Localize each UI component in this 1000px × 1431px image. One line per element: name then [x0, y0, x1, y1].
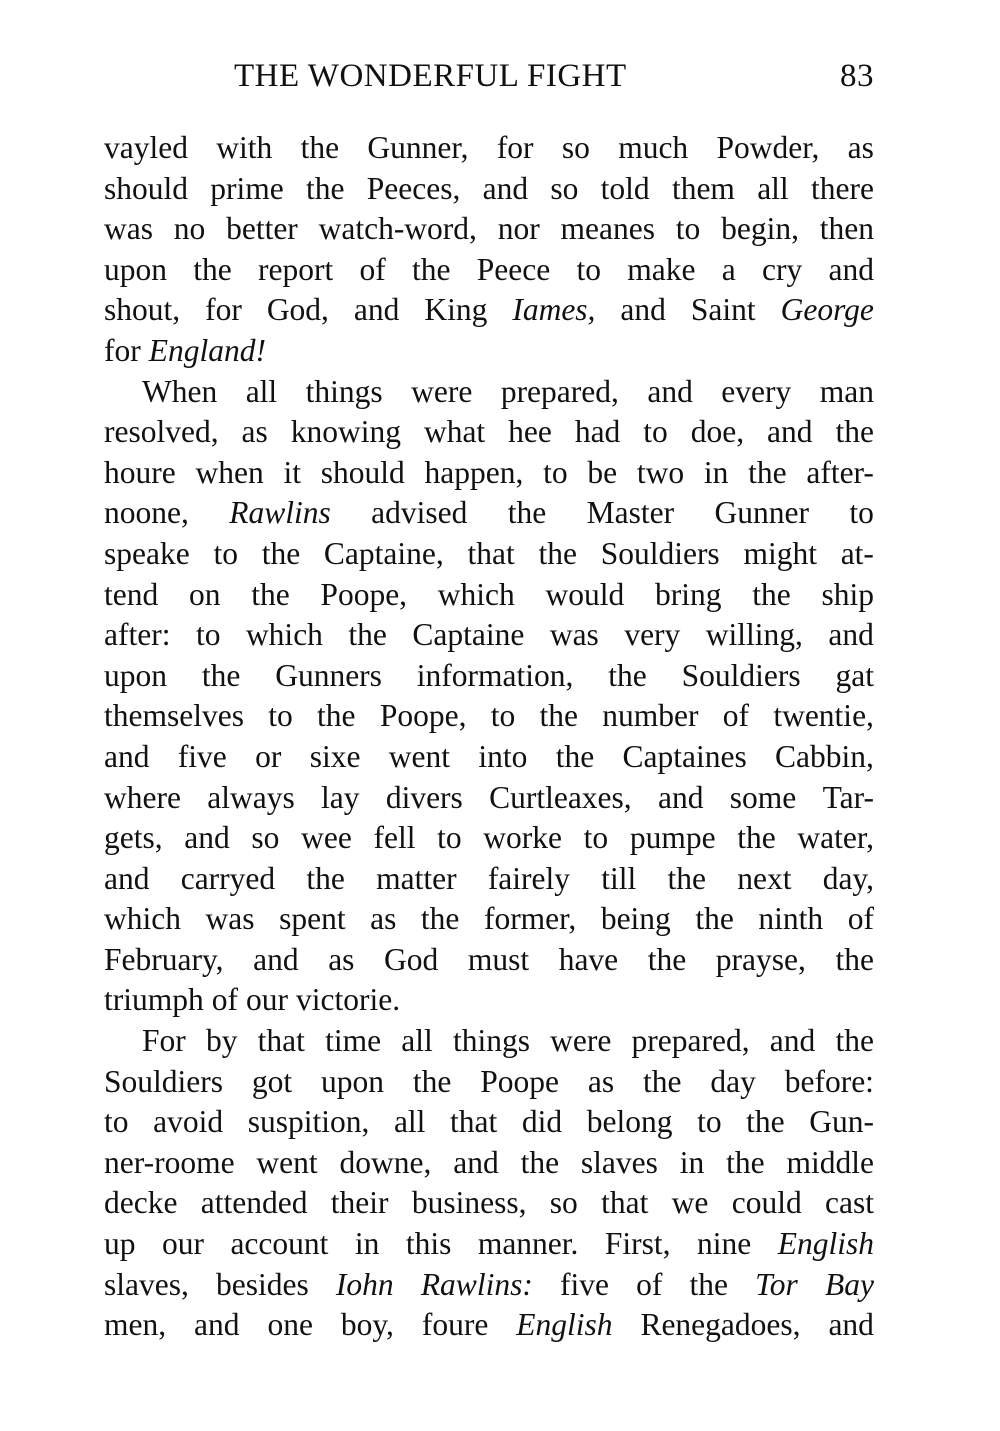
- text-line: [104, 412, 874, 453]
- word: the: [726, 1144, 765, 1180]
- text-line: [104, 250, 874, 291]
- text-line: [104, 1102, 874, 1143]
- text-line: [104, 1062, 874, 1103]
- word: business,: [411, 1185, 527, 1221]
- word: watch-word,: [318, 211, 477, 247]
- word: to: [268, 698, 293, 734]
- word: to: [583, 820, 609, 856]
- word: When: [142, 373, 218, 409]
- word: that: [601, 1185, 649, 1221]
- word: the: [835, 941, 874, 977]
- word: Souldiers: [600, 535, 720, 571]
- word: doe,: [690, 414, 745, 450]
- word: at-: [840, 535, 874, 571]
- word: Saint: [690, 292, 756, 328]
- word: to: [697, 1104, 722, 1140]
- word: all: [393, 1104, 426, 1140]
- word: this: [405, 1226, 452, 1262]
- word: things: [305, 373, 383, 409]
- word: to: [213, 535, 238, 571]
- word: to: [543, 454, 568, 490]
- word: speake: [104, 535, 190, 571]
- word: willing,: [705, 617, 803, 653]
- word: cast: [825, 1185, 874, 1221]
- word: before:: [784, 1063, 874, 1099]
- word: had: [574, 414, 621, 450]
- word: which: [245, 617, 323, 653]
- word: cry: [762, 251, 803, 287]
- word: Powder,: [716, 130, 820, 165]
- text-line: [104, 696, 874, 737]
- word: gat: [835, 657, 874, 693]
- word: ner-roome: [104, 1144, 235, 1180]
- word: fell: [373, 820, 416, 856]
- word: the: [348, 617, 387, 653]
- word: or: [255, 738, 282, 774]
- word: worke: [483, 820, 563, 856]
- word: the: [835, 414, 874, 450]
- word: men,: [104, 1307, 167, 1343]
- word: Gunner,: [367, 130, 469, 165]
- word: the: [643, 1063, 682, 1099]
- word: all: [245, 373, 278, 409]
- text-line: [104, 534, 874, 575]
- text-line: [104, 980, 874, 1021]
- word: of: [636, 1266, 663, 1302]
- word: and: [453, 1144, 499, 1180]
- word: the: [300, 130, 340, 165]
- word: King: [424, 292, 488, 328]
- text-line: [104, 1183, 874, 1224]
- word: the: [412, 1063, 452, 1099]
- word: we: [671, 1185, 709, 1221]
- word: by: [205, 1023, 238, 1059]
- word: and: [353, 292, 400, 328]
- word: advised: [371, 495, 468, 531]
- word: Iohn: [335, 1266, 394, 1302]
- word: should: [104, 170, 189, 206]
- word: very: [624, 617, 681, 653]
- word: prayse,: [715, 941, 806, 977]
- word: ninth: [758, 901, 824, 937]
- word: and: [104, 860, 150, 896]
- word: Renegadoes,: [640, 1307, 801, 1343]
- word: Gunners: [275, 657, 382, 693]
- word: Cabbin,: [775, 738, 874, 774]
- word: for: [205, 292, 242, 328]
- word: of: [359, 251, 386, 287]
- word: the: [317, 698, 356, 734]
- word: as: [587, 1063, 615, 1099]
- text-line: [104, 778, 874, 819]
- word: our: [161, 1226, 204, 1262]
- word: day: [710, 1063, 756, 1099]
- word: spent: [279, 901, 346, 937]
- word: the: [746, 1104, 785, 1140]
- word: on: [188, 576, 221, 612]
- word: slaves: [580, 1144, 658, 1180]
- word: the: [752, 576, 791, 612]
- word: sixe: [309, 738, 361, 774]
- word: and: [647, 373, 693, 409]
- word: so: [550, 170, 579, 206]
- word: then: [819, 211, 874, 247]
- text-line: [104, 899, 874, 940]
- word: manner.: [477, 1226, 579, 1262]
- word: and: [657, 779, 704, 815]
- word: English: [777, 1226, 874, 1262]
- word: the: [420, 901, 460, 937]
- word: ship: [821, 576, 874, 612]
- text-line: [104, 1021, 874, 1062]
- word: got: [251, 1063, 293, 1099]
- word: upon: [321, 1063, 385, 1099]
- page-number: 83: [840, 58, 874, 94]
- word: the: [667, 860, 706, 896]
- word: avoid: [153, 1104, 224, 1140]
- word: and: [253, 941, 299, 977]
- word: Rawlins:: [420, 1266, 533, 1302]
- word: the: [412, 251, 451, 287]
- word: next: [737, 860, 792, 896]
- word: meanes: [560, 211, 655, 247]
- body-text: [104, 128, 874, 1346]
- word: the: [737, 820, 776, 856]
- word: things: [452, 1023, 530, 1059]
- word: all: [757, 170, 789, 206]
- text-line: [104, 453, 874, 494]
- text-line: [104, 737, 874, 778]
- word: for: [496, 130, 534, 165]
- word: the: [748, 454, 787, 490]
- word: what: [423, 414, 486, 450]
- word: after:: [104, 617, 171, 653]
- word: wee: [301, 820, 352, 856]
- word: noone,: [104, 495, 189, 531]
- word: did: [521, 1104, 563, 1140]
- word: decke: [104, 1185, 178, 1221]
- word: Souldiers: [681, 657, 801, 693]
- word: knowing: [290, 414, 401, 450]
- word: and: [482, 170, 529, 206]
- text-line: [104, 818, 874, 859]
- word: our: [246, 982, 288, 1018]
- word: in: [679, 1144, 705, 1180]
- word: in: [703, 454, 729, 490]
- word: Poope,: [320, 576, 408, 612]
- word: Poope: [480, 1063, 560, 1099]
- word: the: [193, 251, 232, 287]
- word: lay: [321, 779, 360, 815]
- word: matter: [376, 860, 457, 896]
- running-title: THE WONDERFUL FIGHT: [234, 58, 627, 94]
- word: the: [306, 170, 345, 206]
- text-line: [104, 331, 874, 372]
- word: should: [320, 454, 405, 490]
- word: that: [257, 1023, 305, 1059]
- word: Poope,: [379, 698, 467, 734]
- word: to: [195, 617, 221, 653]
- word: pumpe: [629, 820, 716, 856]
- word: the: [306, 860, 345, 896]
- text-line: [104, 290, 874, 331]
- word: and: [620, 292, 666, 328]
- word: Bay: [824, 1266, 874, 1302]
- word: to: [576, 251, 601, 287]
- word: as: [847, 130, 874, 165]
- word: prepared,: [500, 373, 619, 409]
- word: it: [283, 454, 301, 490]
- word: where: [104, 779, 181, 815]
- word: Souldiers: [104, 1063, 224, 1099]
- running-head: [104, 58, 874, 104]
- word: could: [731, 1185, 802, 1221]
- word: For: [142, 1023, 186, 1059]
- word: make: [627, 251, 696, 287]
- word: middle: [786, 1144, 874, 1180]
- word: to: [490, 698, 516, 734]
- word: the: [608, 657, 647, 693]
- word: always: [207, 779, 295, 815]
- word: went: [388, 738, 451, 774]
- word: of: [722, 698, 750, 734]
- word: nine: [697, 1226, 752, 1262]
- text-line: [104, 169, 874, 210]
- word: the: [539, 698, 578, 734]
- word: houre: [104, 454, 176, 490]
- word: five: [559, 1266, 609, 1302]
- word: downe,: [339, 1144, 432, 1180]
- word: the: [647, 941, 687, 977]
- word: God,: [266, 292, 329, 328]
- word: was: [205, 901, 255, 937]
- word: Rawlins: [229, 495, 331, 531]
- word: besides: [216, 1266, 309, 1302]
- word: and: [767, 414, 813, 450]
- word: First,: [604, 1226, 671, 1262]
- word: triumph: [104, 982, 204, 1018]
- word: must: [467, 941, 530, 977]
- word: to: [849, 495, 874, 531]
- word: fairely: [487, 860, 571, 896]
- word: nor: [497, 211, 540, 247]
- word: to: [675, 211, 701, 247]
- word: after-: [806, 454, 874, 490]
- word: so: [561, 130, 590, 165]
- word: as: [241, 414, 268, 450]
- word: and: [828, 1307, 874, 1343]
- word: no: [173, 211, 206, 247]
- word: carryed: [180, 860, 276, 896]
- word: a: [721, 251, 736, 287]
- word: day,: [822, 860, 874, 896]
- word: up: [104, 1226, 136, 1262]
- word: the: [201, 657, 241, 693]
- word: begin,: [721, 211, 799, 247]
- text-line: [104, 1265, 874, 1306]
- word: England!: [148, 332, 266, 368]
- word: water,: [797, 820, 874, 856]
- word: was: [549, 617, 599, 653]
- word: much: [618, 130, 689, 165]
- word: Captaine: [412, 617, 525, 653]
- text-line: [104, 128, 874, 169]
- word: the: [835, 1023, 874, 1059]
- word: attended: [200, 1185, 308, 1221]
- word: were: [550, 1023, 612, 1059]
- word: every: [721, 373, 792, 409]
- word: upon: [104, 657, 167, 693]
- word: which: [104, 901, 181, 937]
- word: Iames,: [512, 292, 596, 328]
- word: account: [230, 1226, 329, 1262]
- word: went: [256, 1144, 318, 1180]
- word: shout,: [104, 292, 181, 328]
- text-line: [104, 1305, 874, 1346]
- word: Tar-: [822, 779, 874, 815]
- word: the: [538, 535, 577, 571]
- text-line: [104, 615, 874, 656]
- word: bring: [654, 576, 722, 612]
- word: and: [104, 738, 150, 774]
- word: the: [251, 576, 290, 612]
- word: report: [258, 251, 334, 287]
- word: till: [601, 860, 637, 896]
- word: as: [328, 941, 355, 977]
- word: Captaines: [622, 738, 747, 774]
- word: in: [354, 1226, 380, 1262]
- text-line: [104, 575, 874, 616]
- word: Gun-: [809, 1104, 874, 1140]
- word: all: [401, 1023, 433, 1059]
- word: that: [450, 1104, 498, 1140]
- word: Peece: [476, 251, 551, 287]
- word: one: [267, 1307, 313, 1343]
- word: the: [555, 738, 595, 774]
- word: time: [325, 1023, 382, 1059]
- word: the: [507, 495, 547, 531]
- word: being: [600, 901, 671, 937]
- word: the: [689, 1266, 729, 1302]
- word: the: [261, 535, 301, 571]
- word: for: [104, 332, 141, 368]
- text-line: [104, 1143, 874, 1184]
- word: twentie,: [773, 698, 874, 734]
- word: there: [810, 170, 874, 206]
- word: resolved,: [104, 414, 219, 450]
- word: suspition,: [247, 1104, 370, 1140]
- word: belong: [586, 1104, 673, 1140]
- word: February,: [104, 941, 224, 977]
- word: themselves: [104, 698, 244, 734]
- word: would: [545, 576, 625, 612]
- word: Master: [586, 495, 675, 531]
- text-line: [104, 1224, 874, 1265]
- word: prepared,: [631, 1023, 750, 1059]
- word: prime: [210, 170, 284, 206]
- word: two: [636, 454, 685, 490]
- word: when: [195, 454, 264, 490]
- word: some: [729, 779, 797, 815]
- word: better: [226, 211, 298, 247]
- word: to: [104, 1104, 129, 1140]
- word: that: [467, 535, 515, 571]
- word: the: [695, 901, 734, 937]
- word: so: [549, 1185, 578, 1221]
- word: of: [847, 901, 874, 937]
- word: Tor: [755, 1266, 798, 1302]
- word: the: [520, 1144, 560, 1180]
- word: victorie.: [296, 982, 401, 1018]
- word: and: [828, 617, 874, 653]
- word: Captaine,: [323, 535, 444, 571]
- word: upon: [104, 251, 167, 287]
- word: boy,: [340, 1307, 394, 1343]
- word: man: [819, 373, 874, 409]
- word: and: [194, 1307, 240, 1343]
- word: as: [370, 901, 397, 937]
- word: slaves,: [104, 1266, 189, 1302]
- word: vayled: [104, 130, 188, 165]
- word: five: [177, 738, 227, 774]
- word: gets,: [104, 820, 163, 856]
- word: number: [602, 698, 699, 734]
- word: foure: [421, 1307, 489, 1343]
- word: God: [384, 941, 439, 977]
- word: was: [104, 211, 153, 247]
- word: and: [828, 251, 874, 287]
- word: former,: [483, 901, 577, 937]
- word: which: [437, 576, 515, 612]
- word: have: [558, 941, 619, 977]
- word: and: [769, 1023, 816, 1059]
- word: their: [330, 1185, 389, 1221]
- text-line: [104, 493, 874, 534]
- word: so: [251, 820, 280, 856]
- word: hee: [508, 414, 552, 450]
- word: George: [780, 292, 874, 328]
- word: to: [437, 820, 462, 856]
- text-line: [104, 859, 874, 900]
- word: of: [211, 982, 238, 1018]
- text-line: [104, 940, 874, 981]
- word: be: [587, 454, 618, 490]
- word: English: [516, 1307, 613, 1343]
- word: might: [743, 535, 817, 571]
- word: to: [643, 414, 668, 450]
- word: were: [411, 373, 473, 409]
- word: with: [216, 130, 273, 165]
- text-line: [104, 372, 874, 413]
- word: Curtleaxes,: [489, 779, 632, 815]
- word: into: [478, 738, 528, 774]
- word: tend: [104, 576, 159, 612]
- word: them: [671, 170, 735, 206]
- word: Gunner: [714, 495, 810, 531]
- word: and: [184, 820, 230, 856]
- word: happen,: [424, 454, 524, 490]
- word: Peeces,: [366, 170, 461, 206]
- text-line: [104, 656, 874, 697]
- word: information,: [416, 657, 574, 693]
- word: told: [600, 170, 650, 206]
- text-line: [104, 209, 874, 250]
- word: divers: [385, 779, 463, 815]
